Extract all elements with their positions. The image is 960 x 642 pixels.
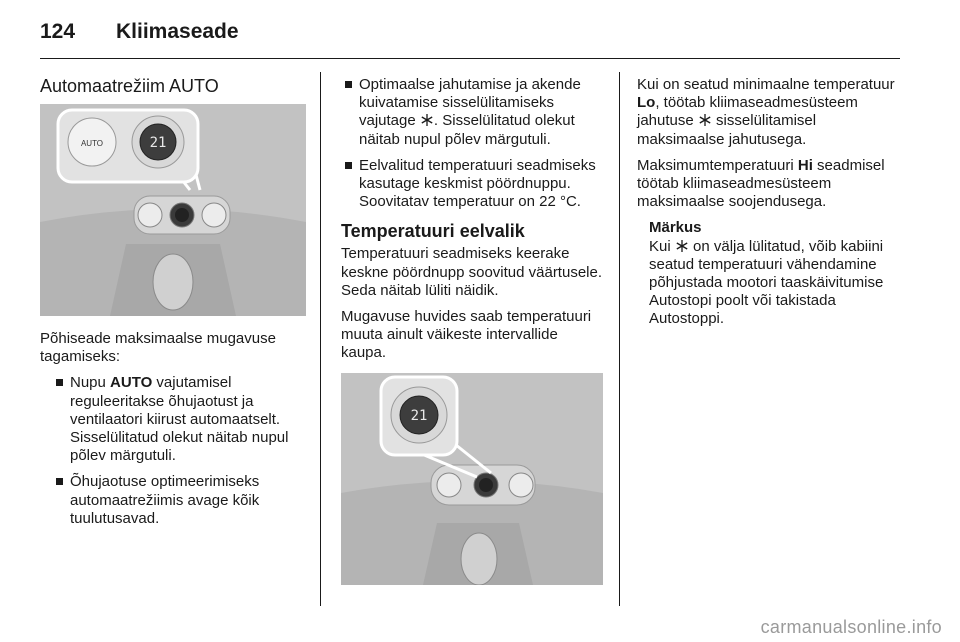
paragraph: Mugavuse huvides saab temperatuuri muuta ainult väikeste intervallide kaupa. (341, 308, 592, 362)
dashboard-illustration-svg (341, 373, 603, 585)
page-number: 124 (40, 20, 76, 43)
auto-key: AUTO (110, 374, 153, 392)
auto-button-label: AUTO (80, 139, 104, 148)
list-item: Nupu AUTO vajutamisel reguleeritakse õhujaotust ja ventilaatori kiirust automaatselt. Sisselülitatud olekut näitab nupul põlev märgutuli. (52, 374, 306, 465)
column-2 (341, 76, 603, 599)
snowflake-icon (420, 113, 434, 127)
column-3 (637, 76, 905, 329)
list-item: Optimaalse jahutamise ja akende kuivatamise sisselülitamiseks vajutage . Sisselülitatud olekut näitab nupul põlev märgutuli. (341, 76, 603, 149)
auto-bullets (40, 374, 306, 528)
dashboard-illustration-svg (40, 104, 306, 316)
list-item: Õhujaotuse optimeerimiseks automaatrežiimis avage kõik tuulutusavad. (52, 473, 306, 528)
climate-control-illustration (40, 104, 306, 316)
snowflake-icon (675, 239, 689, 253)
intro-text: Põhiseade maksimaalse mugavuse tagamiseks: (40, 330, 276, 366)
note-title: Märkus (649, 219, 702, 237)
section-heading-temperature: Temperatuuri eelvalik (341, 221, 525, 242)
chapter-title: Kliimaseade (116, 20, 239, 43)
page-header (40, 18, 900, 52)
section-heading-auto: Automaatrežiim AUTO (40, 76, 219, 96)
column-1 (40, 76, 306, 536)
cooling-bullets (341, 76, 603, 211)
header-rule (40, 58, 900, 59)
column-divider (619, 72, 620, 606)
paragraph: Temperatuuri seadmiseks keerake keskne pöördnupp soovitud väärtusele. Seda näitab lüliti näidik. (341, 245, 603, 299)
column-divider (320, 72, 321, 606)
snowflake-icon (698, 113, 712, 127)
list-item: Eelvalitud temperatuuri seadmiseks kasutage keskmist pöördnuppu. Soovitatav temperatuur on 22 °C. (341, 157, 603, 212)
lo-key: Lo (637, 94, 656, 112)
note-box: Märkus Kui on välja lülitatud, võib kabiini seatud temperatuuri vähendamine põhjustada mootori taaskäivitumise Autostopi poolt või takistada Autostoppi. (649, 219, 905, 328)
paragraph: Kui on seatud minimaalne temperatuur Lo, töötab kliimaseadmesüsteem jahutuse sisselülitamisel maksimaalse jahutusega. (637, 76, 895, 148)
display-temperature: 21 (410, 407, 428, 424)
paragraph: Maksimumtemperatuuri Hi seadmisel töötab kliimaseadmesüsteem maksimaalse soojendusega. (637, 156, 885, 211)
display-temperature: 21 (149, 135, 167, 151)
hi-key: Hi (797, 156, 813, 174)
watermark: carmanualsonline.info (760, 617, 942, 637)
temperature-knob-illustration (341, 373, 603, 585)
